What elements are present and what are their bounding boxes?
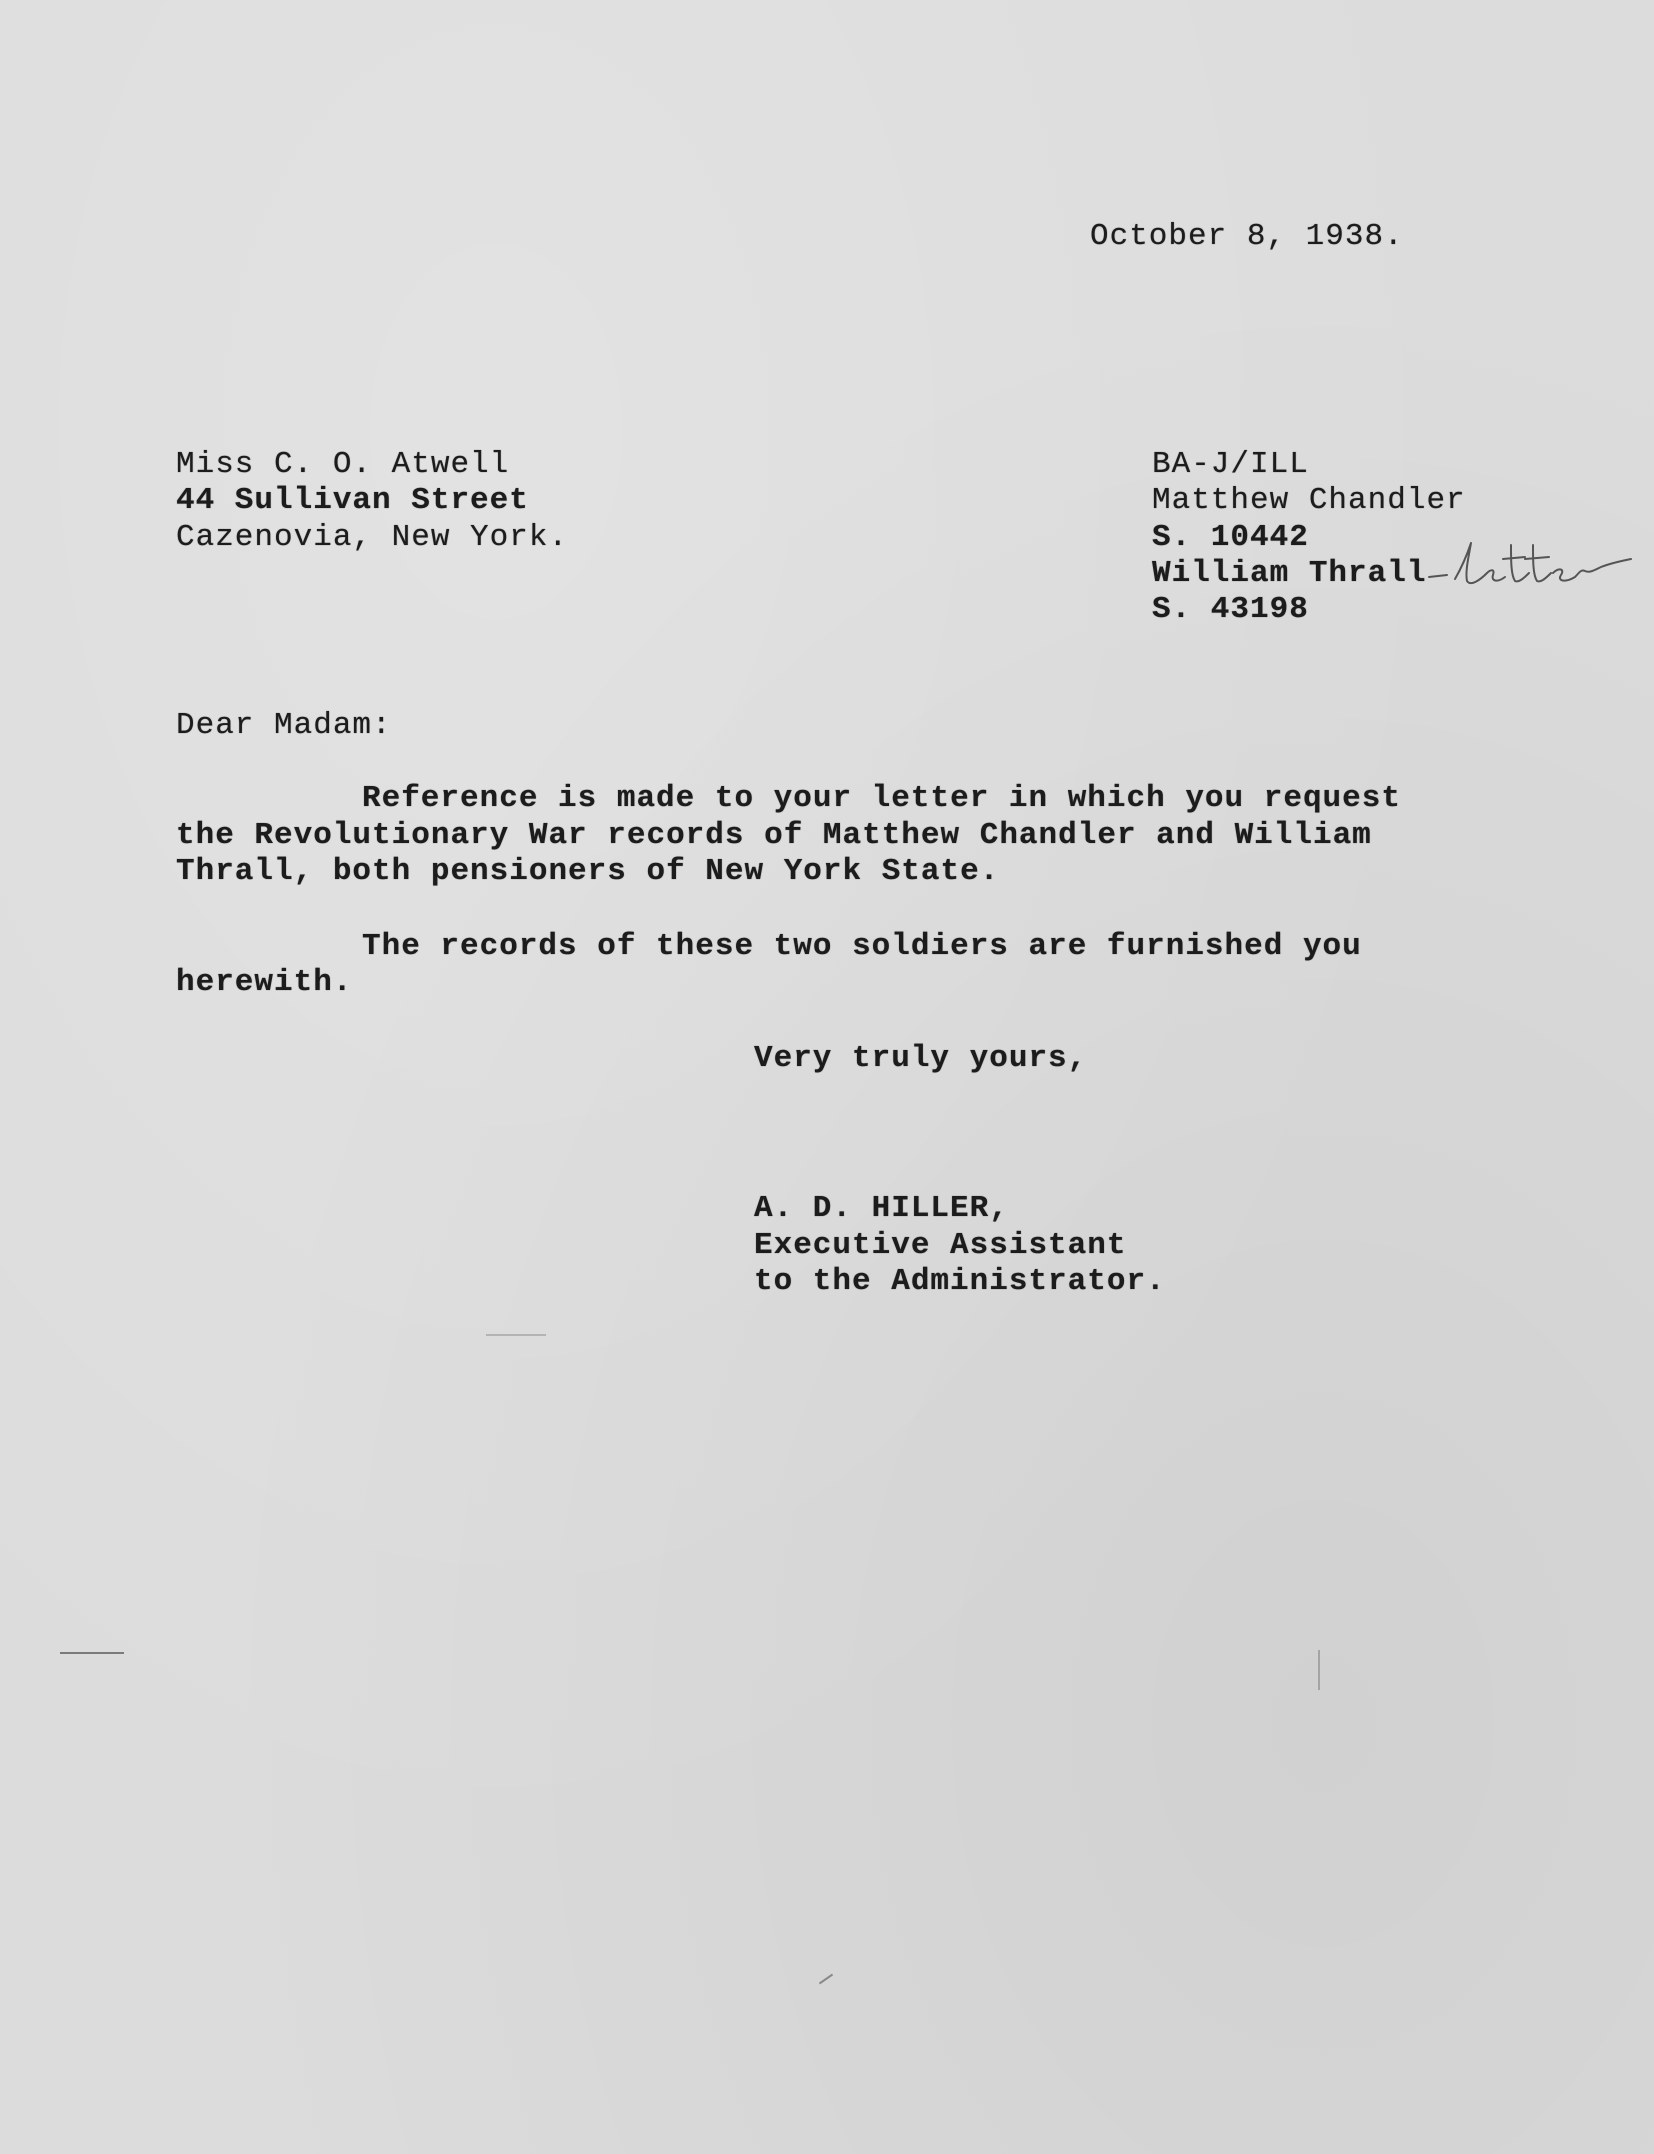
paper-mark [60,1652,124,1654]
reference-soldier-2: William Thrall [1152,556,1427,591]
paragraph-1-line: Reference is made to your letter in which you request [362,781,1401,816]
reference-soldier-1: Matthew Chandler [1152,483,1466,518]
signature-title: to the Administrator. [754,1264,1166,1299]
reference-number-1: S. 10442 [1152,520,1309,555]
paper-mark [819,1974,833,1985]
paragraph-1-line: the Revolutionary War records of Matthew Chandler and William [176,818,1372,853]
signature-title: Executive Assistant [754,1228,1127,1263]
signature-name: A. D. HILLER, [754,1191,1009,1226]
paper-mark [486,1334,546,1336]
paragraph-1-line: Thrall, both pensioners of New York State. [176,854,1000,889]
closing: Very truly yours, [754,1041,1088,1076]
addressee-city: Cazenovia, New York. [176,520,569,555]
paper-mark [1318,1650,1320,1690]
handwritten-note [1425,535,1635,595]
reference-code: BA-J/ILL [1152,447,1309,482]
addressee-street: 44 Sullivan Street [176,483,529,518]
letter-date: October 8, 1938. [1090,219,1404,254]
paragraph-2-line: The records of these two soldiers are furnished you [362,929,1362,964]
reference-number-2: S. 43198 [1152,592,1309,627]
addressee-name: Miss C. O. Atwell [176,447,510,482]
paragraph-2-line: herewith. [176,965,353,1000]
salutation: Dear Madam: [176,708,392,743]
